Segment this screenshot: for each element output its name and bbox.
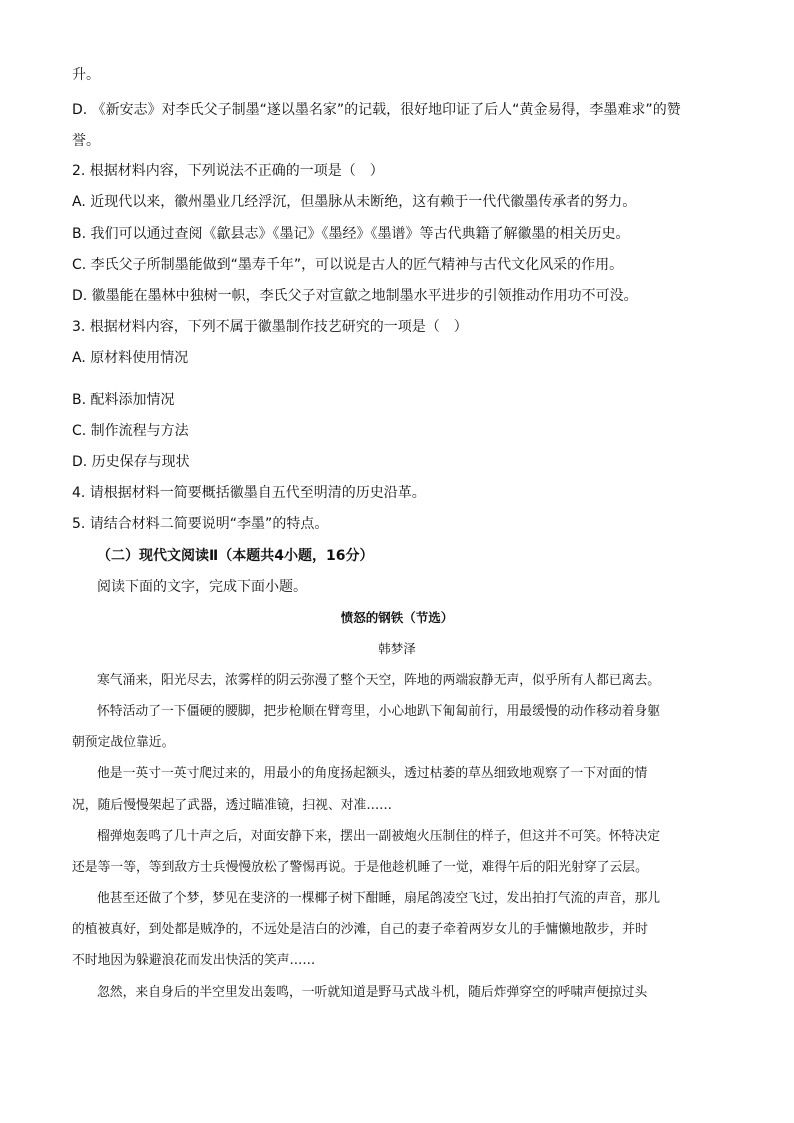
option-c-continuation: 升。 bbox=[72, 67, 100, 83]
article-paragraph-5-line3: 不时地因为躲避浪花而发出快活的笑声…… bbox=[72, 953, 316, 968]
article-title: 愤怒的钢铁（节选） bbox=[340, 610, 454, 625]
question-2-stem: 2. 根据材料内容，下列说法不正确的一项是（ ） bbox=[72, 163, 384, 179]
question-3-stem: 3. 根据材料内容，下列不属于徽墨制作技艺研究的一项是（ ） bbox=[72, 319, 468, 335]
article-author: 韩梦泽 bbox=[378, 641, 416, 656]
article-paragraph-2-line2: 朝预定战位靠近。 bbox=[72, 735, 175, 750]
question-3-option-a: A. 原材料使用情况 bbox=[72, 350, 189, 366]
question-3-option-d: D. 历史保存与现状 bbox=[72, 454, 190, 470]
question-4: 4. 请根据材料一简要概括徽墨自五代至明清的历史沿革。 bbox=[72, 485, 426, 501]
question-5: 5. 请结合材料二简要说明“李墨”的特点。 bbox=[72, 516, 329, 532]
article-paragraph-2-line1: 怀特活动了一下僵硬的腰脚，把步枪顺在臂弯里，小心地趴下匍匐前行，用最缓慢的动作移动着身躯 bbox=[97, 704, 661, 719]
article-paragraph-4-line2: 还是等一等，等到敌方士兵慢慢放松了警惕再说。于是他趁机睡了一觉，难得午后的阳光射穿了云层。 bbox=[72, 860, 648, 875]
article-paragraph-6-line1: 忽然，来自身后的半空里发出轰鸣，一听就知道是野马式战斗机，随后炸弹穿空的呼啸声便掠过头 bbox=[97, 985, 648, 1000]
article-paragraph-3-line2: 况，随后慢慢架起了武器，透过瞄准镜，扫视、对准…… bbox=[72, 798, 392, 813]
question-3-option-c: C. 制作流程与方法 bbox=[72, 423, 189, 439]
article-paragraph-1: 寒气涌来，阳光尽去，浓雾样的阴云弥漫了整个天空，阵地的两端寂静无声，似乎所有人都已离去。 bbox=[97, 673, 661, 688]
article-paragraph-5-line1: 他甚至还做了个梦，梦见在斐济的一棵椰子树下酣睡，扇尾鸽凌空飞过，发出拍打气流的声音，那儿 bbox=[97, 891, 661, 906]
article-paragraph-5-line2: 的植被真好，到处都是贼净的，不远处是洁白的沙滩，自己的妻子牵着两岁女儿的手慵懒地散步，并时 bbox=[72, 922, 648, 937]
question-2-option-b: B. 我们可以通过查阅《歙县志》《墨记》《墨经》《墨谱》等古代典籍了解徽墨的相关历史。 bbox=[72, 226, 630, 242]
option-d-line2: 誉。 bbox=[72, 133, 100, 149]
question-2-option-c: C. 李氏父子所制墨能做到“墨寿千年”，可以说是古人的匠气精神与古代文化风采的作用。 bbox=[72, 257, 624, 273]
article-paragraph-4-line1: 榴弹炮轰鸣了几十声之后，对面安静下来，摆出一副被炮火压制住的样子，但这并不可笑。怀特决定 bbox=[97, 829, 661, 844]
article-paragraph-3-line1: 他是一英寸一英寸爬过来的，用最小的角度扬起额头，透过枯萎的草丛细致地观察了一下对面的情 bbox=[97, 766, 648, 781]
question-3-option-b: B. 配料添加情况 bbox=[72, 392, 175, 408]
question-2-option-d: D. 徽墨能在墨林中独树一帜，李氏父子对宣歙之地制墨水平进步的引领推动作用功不可没。 bbox=[72, 288, 638, 304]
question-2-option-a: A. 近现代以来，徽州墨业几经浮沉，但墨脉从未断绝，这有赖于一代代徽墨传承者的努力。 bbox=[72, 194, 637, 210]
reading-instruction: 阅读下面的文字，完成下面小题。 bbox=[97, 579, 307, 595]
option-d-line1: D. 《新安志》对李氏父子制墨“遂以墨名家”的记载，很好地印证了后人“黄金易得，李墨难求”的赞 bbox=[72, 102, 681, 118]
section-heading: （二）现代文阅读Ⅱ（本题共4小题，16分） bbox=[97, 548, 374, 564]
